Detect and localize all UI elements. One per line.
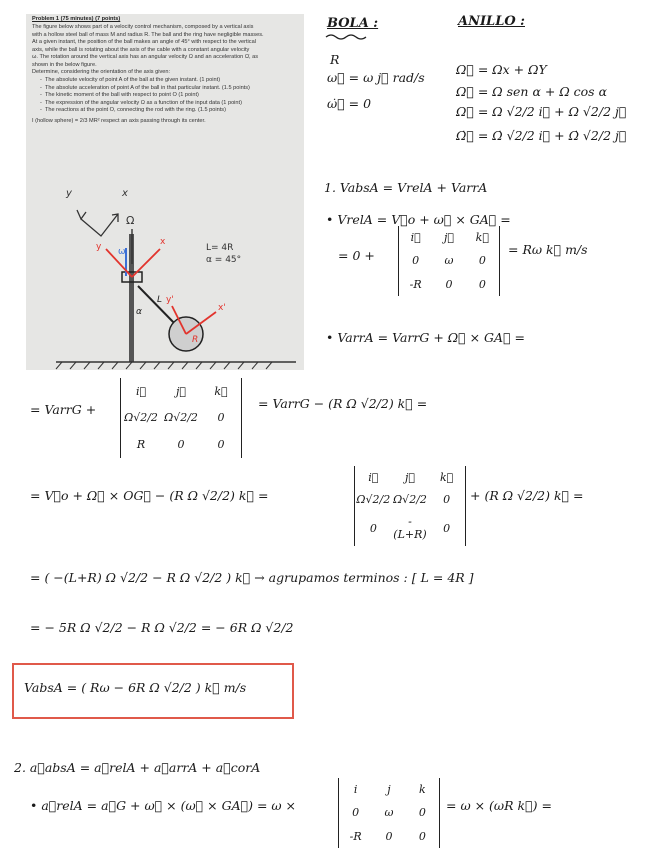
vrel-line: • VrelA = V⃗o + ω⃗ × GA⃗ =	[326, 212, 511, 227]
bola-omega: ω⃗ = ω j⃗ rad/s	[327, 70, 425, 85]
step4: = − 5R Ω √2/2 − R Ω √2/2 = − 6R Ω √2/2	[30, 620, 294, 635]
part2-title: 2. a⃗absA = a⃗relA + a⃗arrA + a⃗corA	[14, 760, 261, 775]
ground-hatch	[56, 362, 272, 369]
mechanism-diagram	[26, 164, 304, 370]
anillo-line: Ω̇⃗ = Ω̇ √2/2 i⃗ + Ω̇ √2/2 j⃗	[456, 128, 627, 143]
vrel-prefix: = 0 +	[338, 248, 375, 263]
vrel-result: = Rω k⃗ m/s	[508, 242, 588, 257]
problem-note: I (hollow sphere) = 2/3 MR² respect an axis passing through its center.	[32, 118, 206, 124]
problem-line: with a hollow steel ball of mass M and radius R. The ball and the ring have negligible masses.	[32, 31, 264, 38]
varr-line: • VarrA = VarrG + Ω⃗ × GA⃗ =	[326, 330, 526, 345]
problem-bullet: - The absolute acceleration of point A of the ball in that particular instant. (1.5 points)	[40, 84, 250, 91]
arel-result: = ω × (ωR k⃗) =	[446, 798, 552, 813]
bola-underline	[325, 32, 369, 40]
global-axes	[77, 210, 118, 236]
omega-label: Ω	[126, 214, 135, 227]
L-value: L= 4R	[206, 243, 234, 253]
part1-title: 1. VabsA = VrelA + VarrA	[324, 180, 488, 195]
problem-line: Determine, considering the orientation of the axis given:	[32, 69, 171, 75]
problem-bullet: - The absolute velocity of point A of the ball at the given instant. (1 point)	[40, 77, 221, 83]
arel-matrix: i j k 0 ω 0 -R 0 0	[338, 778, 440, 848]
problem-bullet: - The kinetic moment of the ball with respect to point O (1 point)	[40, 92, 199, 98]
problem-title: Problem 1 (75 minutes) (7 points)	[32, 16, 121, 22]
problem-line: axis, while the ball is rotating about the axis of the cable with a constant angular velocity	[32, 46, 250, 53]
bola-omega-dot: ω̇⃗ = 0	[327, 96, 372, 111]
blue-label: ω	[118, 247, 126, 257]
axis-y-label: y	[66, 188, 72, 199]
step2-result: + (R Ω √2/2) k⃗ =	[470, 488, 584, 503]
bola-header: BOLA :	[327, 16, 379, 31]
anillo-line: Ω⃗ = Ω sen α + Ω cos α	[456, 84, 608, 99]
anillo-line: Ω⃗ = Ω √2/2 i⃗ + Ω √2/2 j⃗	[456, 104, 627, 119]
step2-prefix: = V⃗o + Ω⃗ × OG⃗ − (R Ω √2/2) k⃗ =	[30, 488, 269, 503]
R-label: R	[192, 335, 199, 345]
axis-x-label: x	[122, 188, 128, 199]
anillo-line: Ω⃗ = Ωx + ΩY	[456, 62, 547, 77]
problem-line: At a given instant, the position of the ball makes an angle of 45° with respect to the vertical	[32, 39, 256, 45]
ball-y-label: y'	[166, 295, 174, 305]
arel-line: • a⃗relA = a⃗G + ω⃗ × (ω⃗ × GA⃗) = ω ×	[30, 798, 297, 813]
step1-prefix: = VarrG +	[30, 402, 97, 417]
problem-bullet: - The reactions at the point O, connecting the rod with the ring. (1.5 points)	[40, 107, 226, 113]
L-label: L	[157, 295, 163, 305]
bola-r: R	[330, 52, 340, 67]
problem-line: The figure below shows part of a velocity control mechanism, composed by a vertical axis	[32, 24, 254, 30]
anillo-header: ANILLO :	[458, 14, 525, 29]
step3: = ( −(L+R) Ω √2/2 − R Ω √2/2 ) k⃗ → agrupamos terminos : [ L = 4R ]	[30, 570, 474, 585]
step2-matrix: i⃗ j⃗ k⃗ Ω√2/2 Ω√2/2 0 0 -(L+R) 0	[354, 466, 466, 546]
problem-bullet: - The expression of the angular velocity Ω as a function of the input data (1 point)	[40, 99, 242, 106]
problem-photo	[26, 14, 304, 370]
red-axis-x	[132, 249, 160, 277]
vrel-matrix: i⃗ j⃗ k⃗ 0 ω 0 -R 0 0	[398, 226, 500, 296]
problem-line: shown in the below figure.	[32, 61, 97, 68]
ball-x-label: x'	[218, 303, 226, 313]
red-y-label: y	[96, 242, 102, 252]
step1-result: = VarrG − (R Ω √2/2) k⃗ =	[258, 396, 428, 411]
step1-matrix: i⃗ j⃗ k⃗ Ω√2/2 Ω√2/2 0 R 0 0	[120, 378, 242, 458]
alpha-label: α	[136, 307, 142, 317]
alpha-value: α = 45°	[206, 255, 242, 265]
problem-line: ω. The rotation around the vertical axis has an angular velocity Ω and an acceleration Ω̇, as	[32, 54, 259, 60]
final-result: VabsA = ( Rω − 6R Ω √2/2 ) k⃗ m/s	[24, 680, 247, 695]
red-x-label: x	[160, 237, 166, 247]
